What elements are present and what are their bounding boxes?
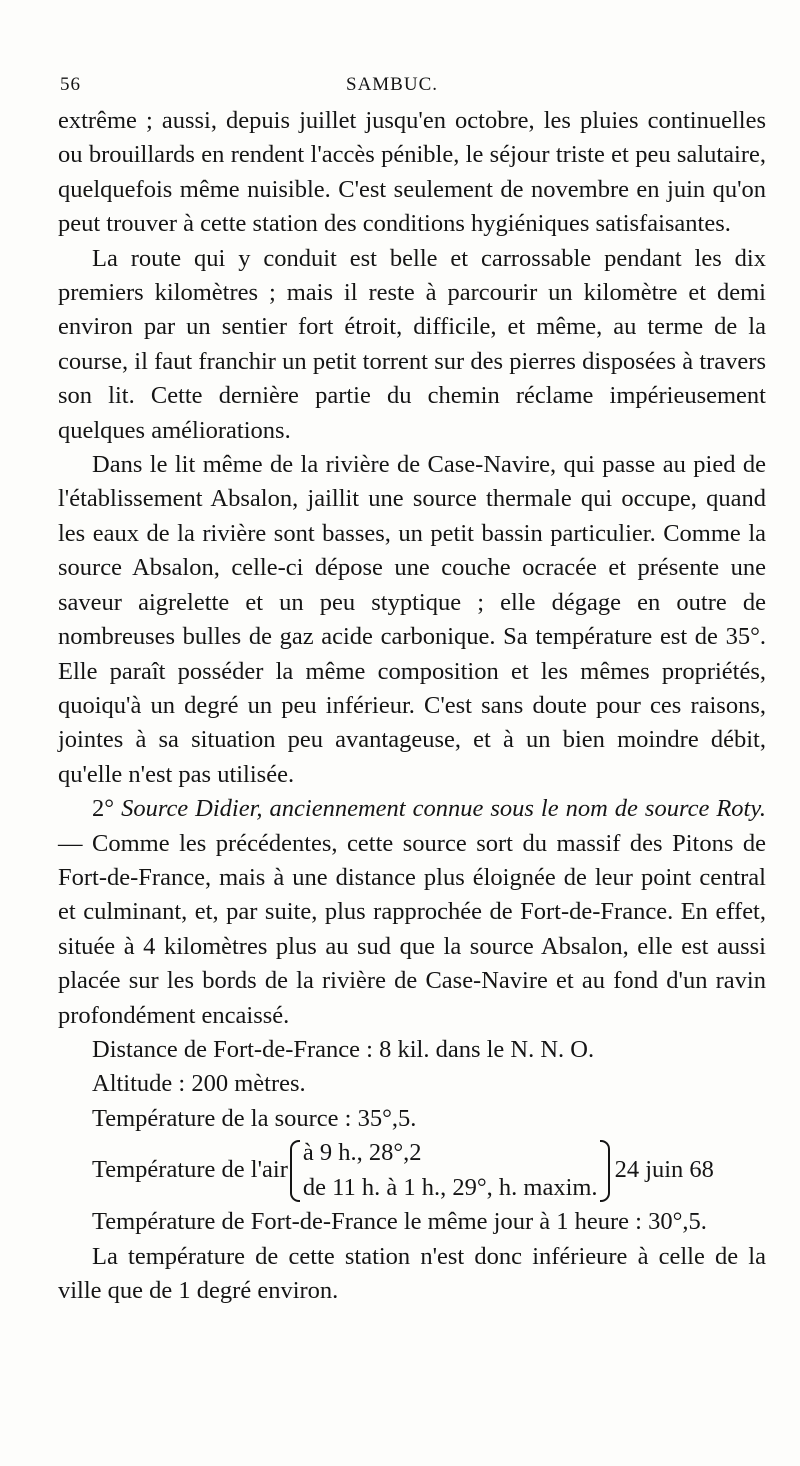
altitude-line: Altitude : 200 mètres. [92, 1070, 306, 1098]
paragraph-river-source: Dans le lit même de la rivière de Case-Navire, qui passe au pied de l'établissement Absalon, jaillit une source thermale qui occupe, quand les eaux de la rivière sont basses, un petit bassin particulier. Comme la source Absalon, celle-ci dépose une couche ocracée et présente une saveur aigrelette et un peu styptique ; elle dégage en outre de nombreuses bulles de gaz acide carbonique. Sa température est de 35°. Elle paraît posséder la même composition et les mêmes propriétés, quoiqu'à un degré un peu inférieur. C'est sans doute pour ces raisons, jointes à sa situation peu avantageuse, et à un bien moindre débit, qu'elle n'est pas utilisée. [58, 451, 766, 788]
air-temperature-readings [303, 1136, 598, 1205]
source-temperature-line: Température de la source : 35°,5. [92, 1104, 417, 1132]
paragraph-route: La route qui y conduit est belle et carrossable pendant les dix premiers kilomètres ; mais il reste à parcourir un kilomètre et demi environ par un sentier fort étroit, difficile, et même, au terme de la course, il faut franchir un petit torrent sur des pierres disposées à travers son lit. Cette dernière partie du chemin réclame impérieusement quelques améliorations. [58, 244, 766, 444]
source-description: — Comme les précédentes, cette source sort du massif des Pitons de Fort-de-France, mais à une distance plus éloignée de leur point central et culminant, et, par suite, plus rapprochée de Fort-de-France. En effet, située à 4 kilomètres plus au sud que la source Absalon, elle est aussi placée sur les bords de la rivière de Case-Navire et au fond d'un ravin profondément encaissé. [58, 829, 766, 1029]
city-temperature-line: Température de Fort-de-France le même jour à 1 heure : 30°,5. [92, 1208, 707, 1236]
source-title: Source Didier, anciennement connue sous le nom de source Roty. [121, 795, 766, 823]
page-header [58, 64, 766, 104]
air-temperature-morning: à 9 h., 28°,2 [302, 1139, 422, 1167]
air-temperature-date: 24 juin 68 [614, 1156, 714, 1184]
item-number: 2° [92, 795, 115, 823]
distance-line: Distance de Fort-de-France : 8 kil. dans le N. N. O. [92, 1035, 595, 1063]
paragraph-continuation: extrême ; aussi, depuis juillet jusqu'en octobre, les pluies continuelles ou brouillards en rendent l'accès pénible, le séjour triste et peu salutaire, quelquefois même nuisible. C'est seulement de novembre en juin qu'on peut trouver à cette station des conditions hygiéniques satisfaisantes. [58, 107, 766, 238]
paragraph-source-didier [58, 792, 766, 1033]
air-temperature-midday: de 11 h. à 1 h., 29°, h. maxim. [302, 1173, 598, 1201]
body-text [58, 104, 766, 1308]
right-brace [600, 1140, 610, 1202]
running-head: SAMBUC. [346, 74, 438, 95]
left-brace [290, 1140, 300, 1202]
paragraph-conclusion: La température de cette station n'est donc inférieure à celle de la ville que de 1 degré environ. [58, 1242, 766, 1304]
page-number: 56 [60, 74, 81, 95]
air-temperature-label: Température de l'air [92, 1156, 288, 1184]
air-temperature-block [58, 1136, 766, 1205]
